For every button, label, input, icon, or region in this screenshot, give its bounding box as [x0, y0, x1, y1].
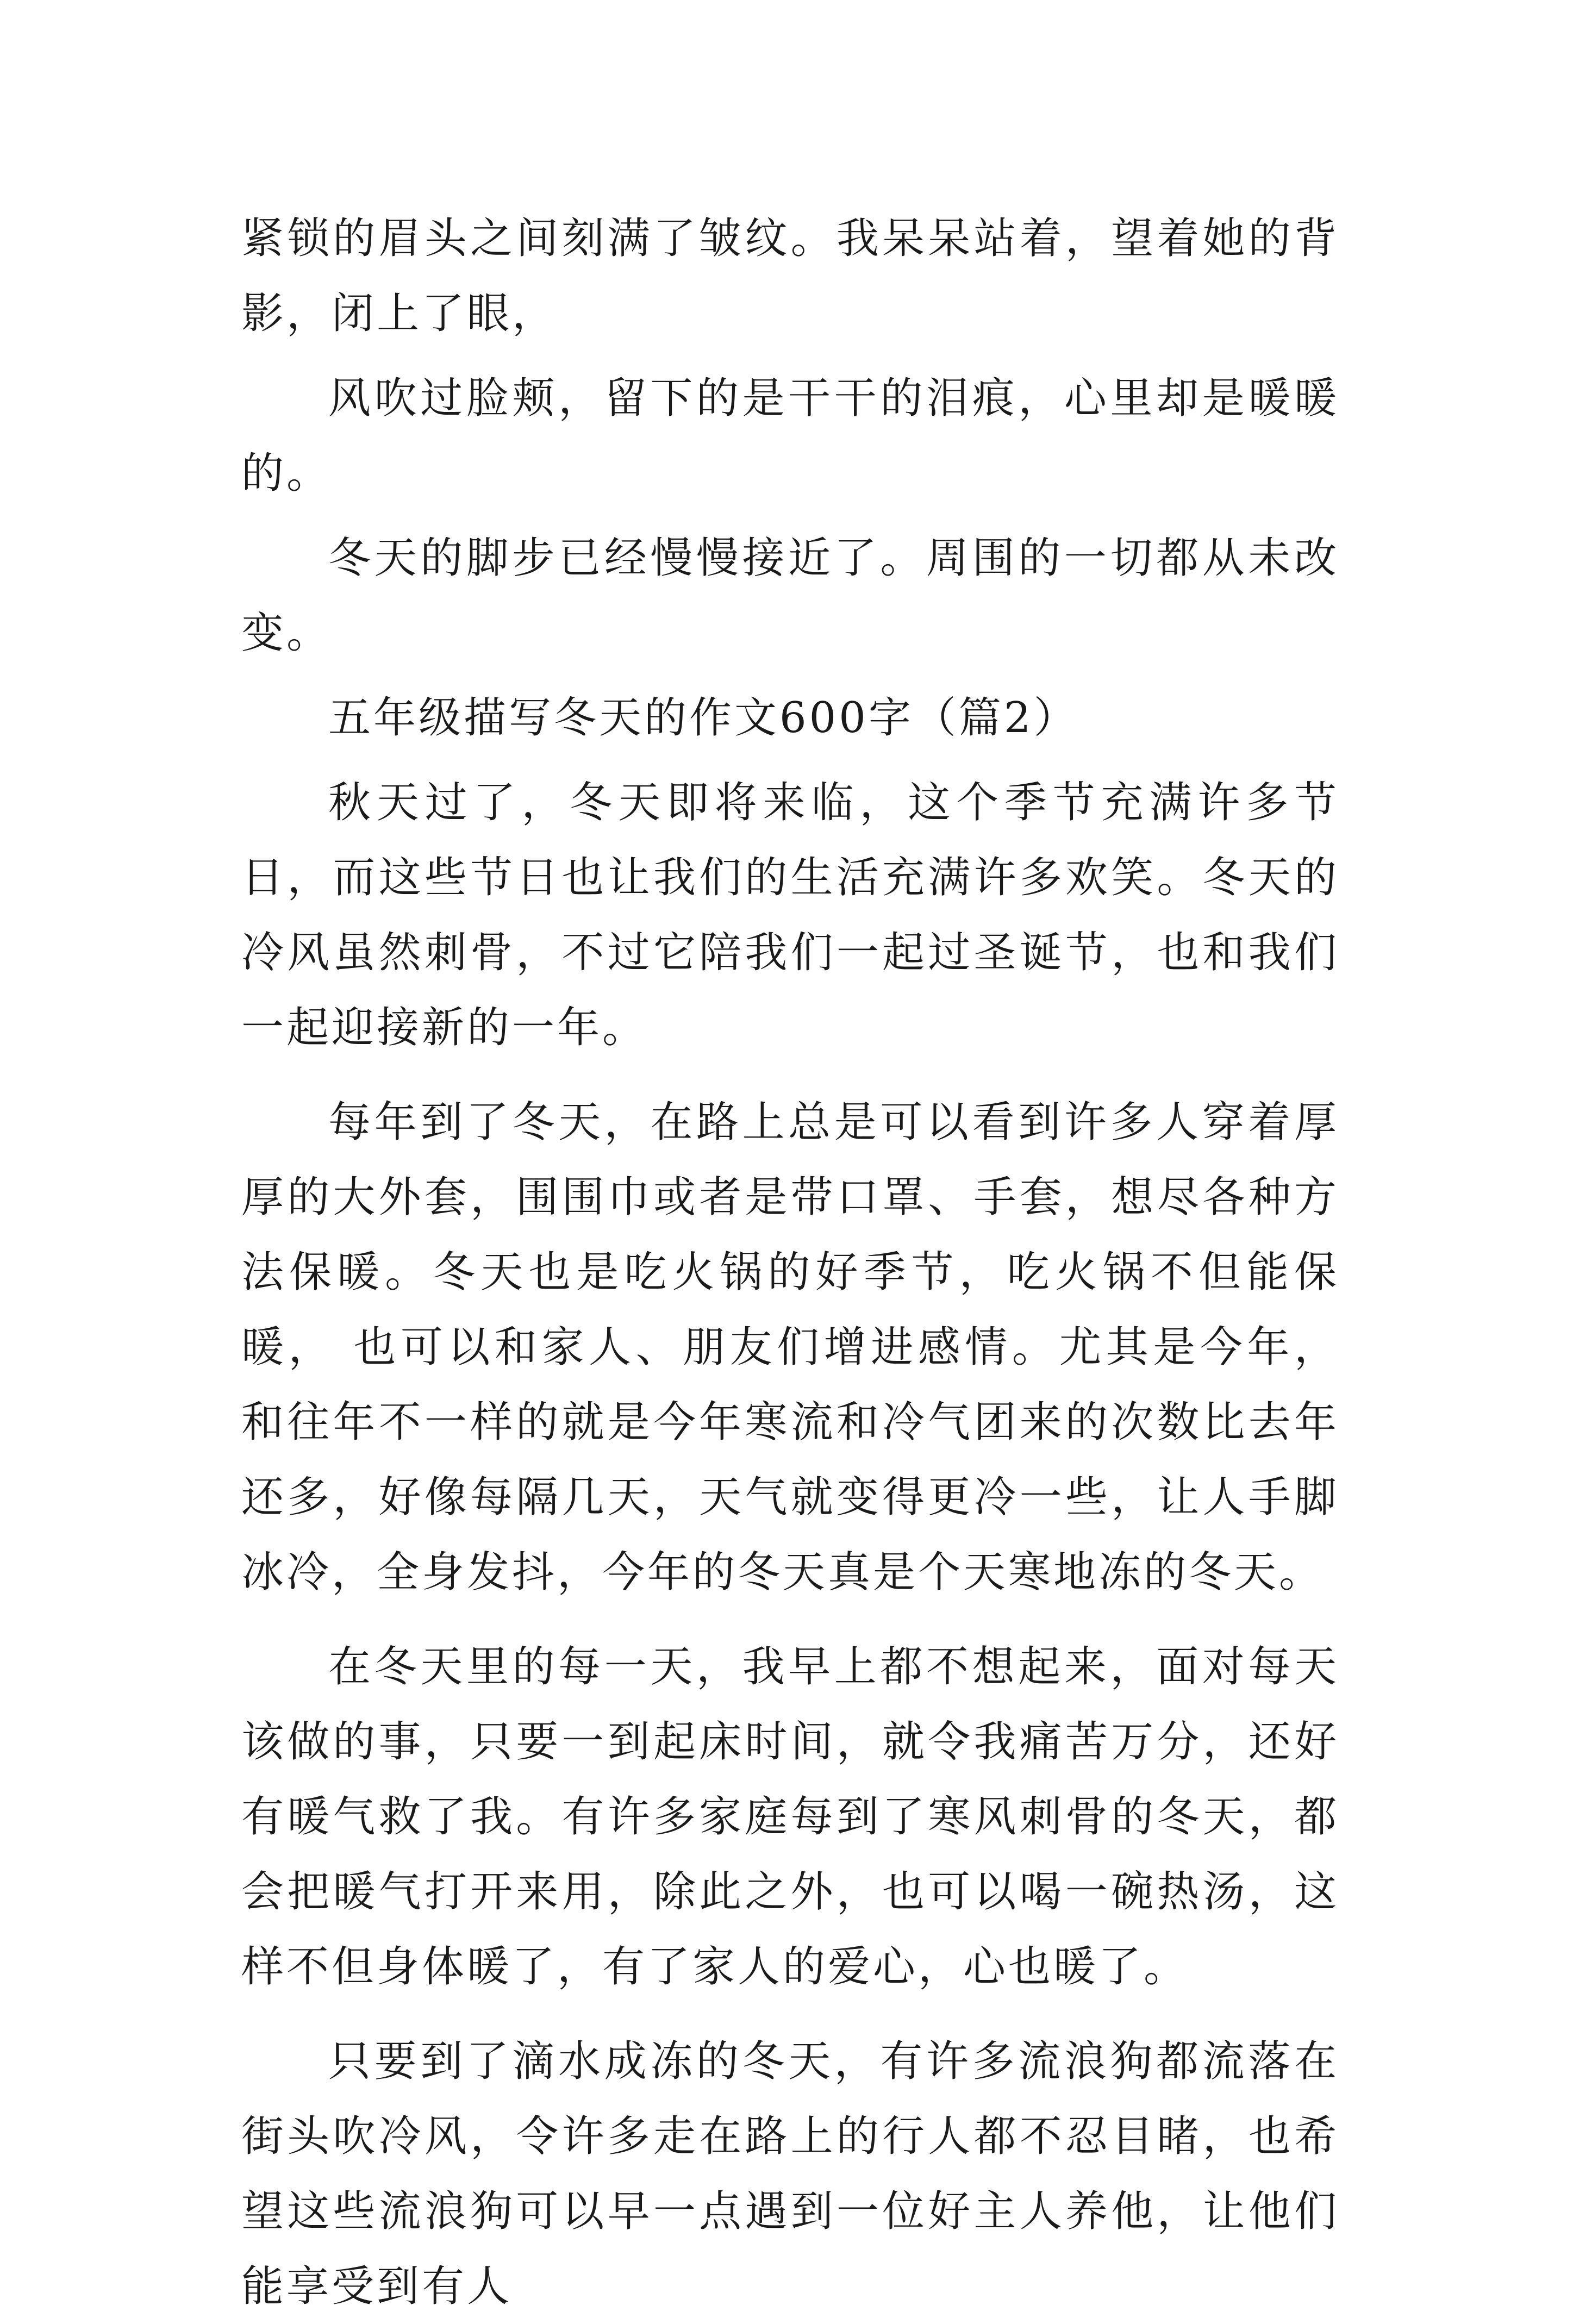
- paragraph-continued: 紧锁的眉头之间刻满了皱纹。我呆呆站着，望着她的背影，闭上了眼，: [241, 214, 1339, 338]
- paragraph-each-day: 在冬天里的每一天，我早上都不想起来，面对每天该做的事，只要一到起床时间，就令我痛苦万分，还好有暖气救了我。有许多家庭每到了寒风刺骨的冬天，都会把暖气打开来用，除此之外，也可以喝一碗热汤，这样不但身体暖了，有了家人的爱心，心也暖了。: [241, 1642, 1339, 1991]
- paragraph-winter-approach: 冬天的脚步已经慢慢接近了。周围的一切都从未改变。: [241, 534, 1339, 658]
- document-body: [241, 201, 1339, 2324]
- paragraph-every-winter: 每年到了冬天，在路上总是可以看到许多人穿着厚厚的大外套，围围巾或者是带口罩、手套，想尽各种方法保暖。冬天也是吃火锅的好季节，吃火锅不但能保暖， 也可以和家人、朋友们增进感情。尤其是今年，和往年不一样的就是今年寒流和冷气团来的次数比去年还多，好像每隔几天，天气就变得更冷一些，让人手脚冰冷，全身发抖，今年的冬天真是个天寒地冻的冬天。: [241, 1098, 1339, 1597]
- paragraph-autumn-passed: 秋天过了，冬天即将来临，这个季节充满许多节日，而这些节日也让我们的生活充满许多欢笑。冬天的冷风虽然刺骨，不过它陪我们一起过圣诞节，也和我们一起迎接新的一年。: [241, 778, 1339, 1052]
- paragraph-wind: 风吹过脸颊，留下的是干干的泪痕，心里却是暖暖的。: [241, 374, 1339, 498]
- paragraph-stray-dogs: 只要到了滴水成冻的冬天，有许多流浪狗都流落在街头吹冷风，令许多走在路上的行人都不忍目睹，也希望这些流浪狗可以早一点遇到一位好主人养他，让他们能享受到有人: [241, 2037, 1339, 2311]
- section-title: 五年级描写冬天的作文600字（篇2）: [328, 694, 1079, 742]
